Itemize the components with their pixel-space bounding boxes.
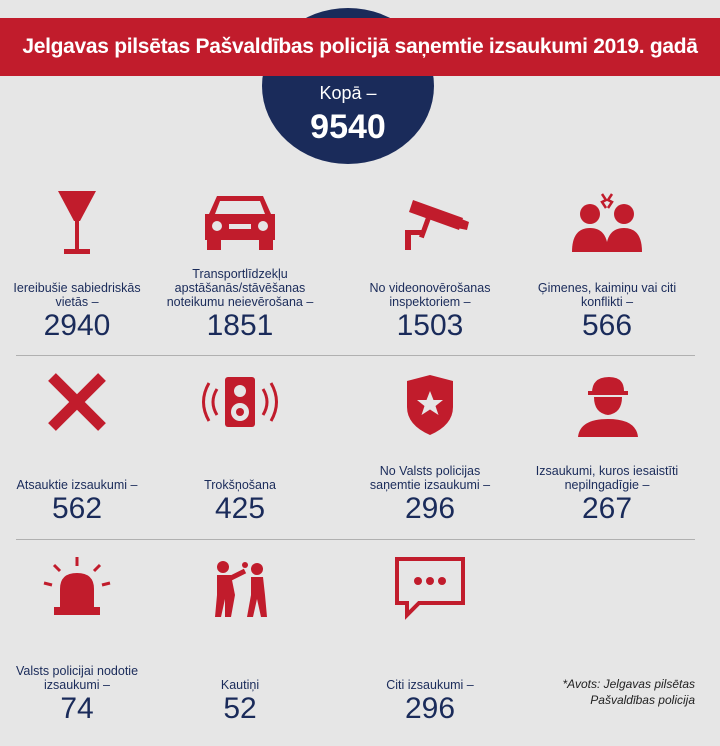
cell-label: Citi izsaukumi – — [386, 678, 474, 692]
cell-label: Ģimenes, kaimiņu vai citi konflikti – — [537, 281, 677, 309]
siren-icon — [32, 551, 122, 626]
fight-icon — [195, 551, 285, 626]
cell-value: 566 — [581, 309, 633, 342]
cell-label: Atsauktie izsaukumi – — [16, 478, 138, 492]
stat-video — [345, 168, 515, 343]
row-divider — [16, 539, 695, 540]
source-footnote — [520, 676, 695, 708]
cell-value: 562 — [51, 492, 103, 525]
stat-state-police-received — [345, 351, 515, 526]
cell-label: Kautiņi — [220, 678, 260, 692]
car-icon — [195, 186, 285, 261]
total-label: Kopā – — [319, 83, 377, 103]
conflict-people-icon — [562, 186, 652, 261]
footnote-line: *Avots: Jelgavas pilsētas — [562, 677, 695, 691]
stat-noise — [155, 351, 325, 526]
stat-cancelled — [0, 351, 162, 526]
cell-label: Trokšņošana — [204, 478, 276, 492]
total-value: 9540 — [310, 108, 386, 146]
cell-value: 52 — [223, 692, 257, 725]
cell-value: 74 — [60, 692, 94, 725]
cell-value: 267 — [581, 492, 633, 525]
stat-fights — [155, 551, 325, 726]
cocktail-glass-icon — [32, 186, 122, 261]
cell-value: 425 — [214, 492, 266, 525]
cell-value: 296 — [404, 692, 456, 725]
speech-bubble-icon — [385, 551, 475, 626]
speaker-icon — [195, 369, 285, 444]
cell-label: Valsts policijai nodotie izsaukumi – — [15, 664, 139, 692]
security-camera-icon — [385, 186, 475, 261]
cell-label: No Valsts policijas saņemtie izsaukumi – — [369, 464, 491, 492]
cross-icon — [32, 369, 122, 444]
stat-other — [345, 551, 515, 726]
cell-value: 296 — [404, 492, 456, 525]
police-badge-icon — [385, 369, 475, 444]
cell-label: Iereibušie sabiedriskās vietās – — [13, 281, 141, 309]
stat-minors — [522, 351, 692, 526]
cell-label: Izsaukumi, kuros iesaistīti nepilngadīgie – — [535, 464, 679, 492]
stat-parking — [155, 168, 325, 343]
stat-intoxicated — [0, 168, 162, 343]
cell-value: 2940 — [43, 309, 111, 342]
cell-value: 1851 — [206, 309, 274, 342]
cell-label: No videonovērošanas inspektoriem – — [369, 281, 491, 309]
youth-cap-icon — [562, 369, 652, 444]
cell-label: Transportlīdzekļu apstāšanās/stāvēšanas noteikumu neievērošana – — [166, 267, 314, 309]
stat-conflicts — [522, 168, 692, 343]
stat-handed-to-state-police — [0, 551, 162, 726]
page-title: Jelgavas pilsētas Pašvaldības policijā saņemtie izsaukumi 2019. gadā — [0, 18, 720, 76]
cell-value: 1503 — [396, 309, 464, 342]
footnote-line: Pašvaldības policija — [590, 693, 695, 707]
